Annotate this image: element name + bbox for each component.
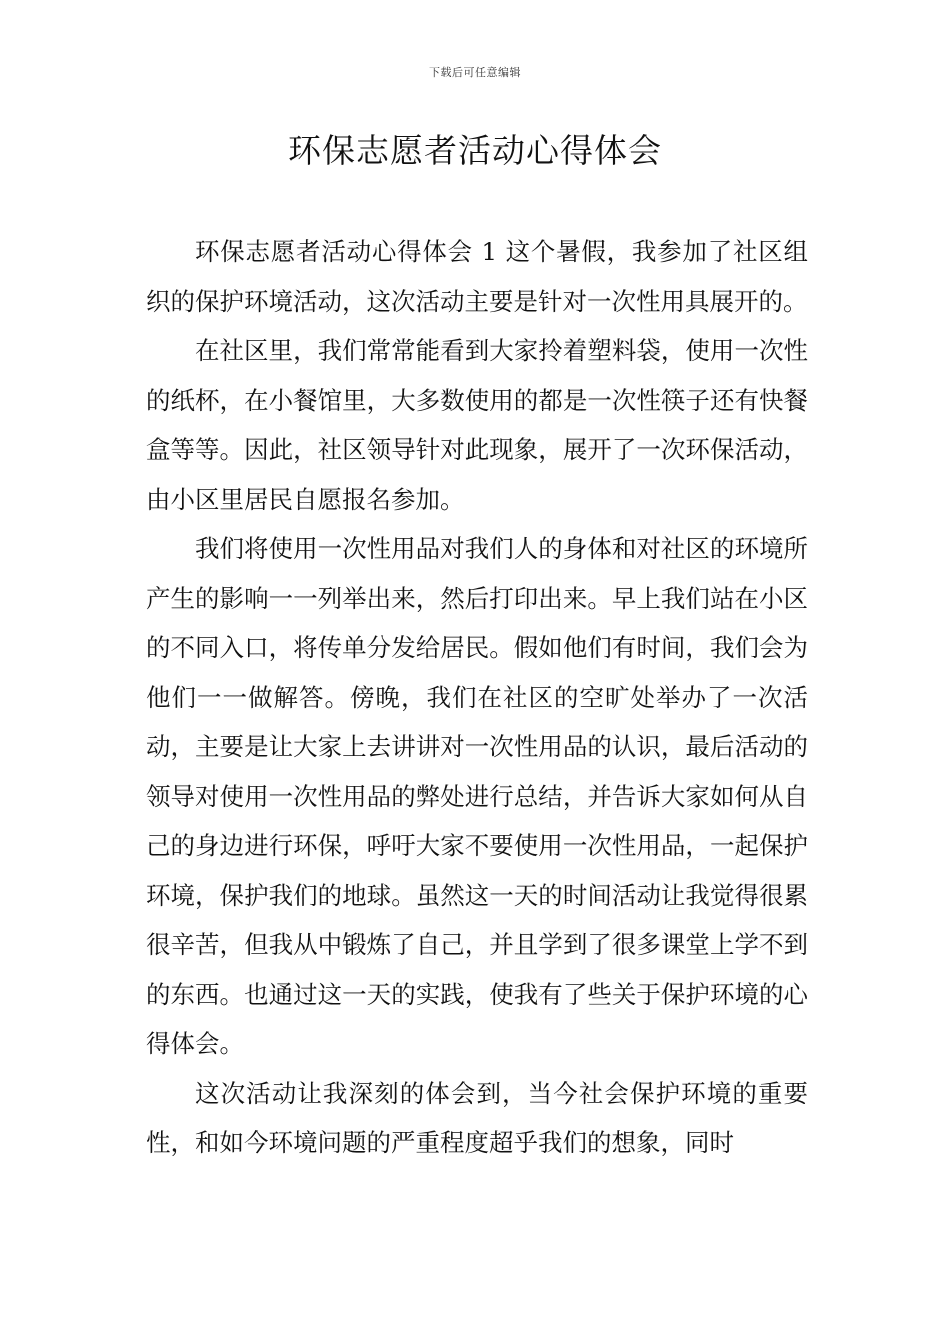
document-title: 环保志愿者活动心得体会 <box>288 131 662 170</box>
paragraph: 这次活动让我深刻的体会到，当今社会保护环境的重要性，和如今环境问题的严重程度超乎我们的想象，同时 <box>146 1078 808 1157</box>
header-note: 下载后可任意编辑 <box>429 66 521 79</box>
paragraph: 在社区里，我们常常能看到大家拎着塑料袋，使用一次性的纸杯，在小餐馆里，大多数使用的都是一次性筷子还有快餐盒等等。因此，社区领导针对此现象，展开了一次环保活动，由小区里居民自愿报名参加。 <box>146 336 808 514</box>
document-body <box>146 227 808 1168</box>
paragraph: 环保志愿者活动心得体会 1 这个暑假，我参加了社区组织的保护环境活动，这次活动主要是针对一次性用具展开的。 <box>146 237 808 316</box>
paragraph: 我们将使用一次性用品对我们人的身体和对社区的环境所产生的影响一一列举出来，然后打印出来。早上我们站在小区的不同入口，将传单分发给居民。假如他们有时间，我们会为他们一一做解答。傍晚，我们在社区的空旷处举办了一次活动，主要是让大家上去讲讲对一次性用品的认识，最后活动的领导对使用一次性用品的弊处进行总结，并告诉大家如何从自己的身边进行环保，呼吁大家不要使用一次性用品，一起保护环境，保护我们的地球。虽然这一天的时间活动让我觉得很累很辛苦，但我从中锻炼了自己，并且学到了很多课堂上学不到的东西。也通过这一天的实践，使我有了些关于保护环境的心得体会。 <box>146 534 808 1058</box>
